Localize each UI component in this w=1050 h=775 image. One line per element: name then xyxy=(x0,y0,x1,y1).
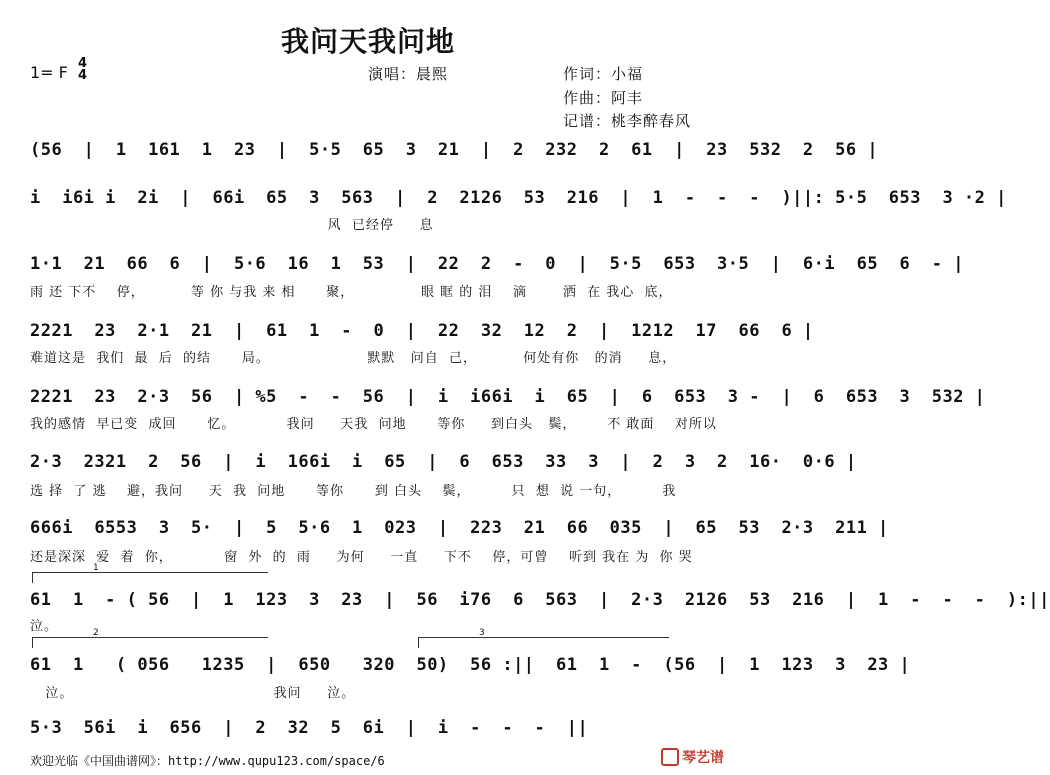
score-row-3: 1·1 21 66 6 | 5·6 16 1 53 | 22 2 - 0 | 5·5 653 3·5 | 6·i 65 6 - | xyxy=(30,254,964,274)
third-ending-bracket xyxy=(418,628,669,648)
lyric-row-9: 泣。 我问 泣。 xyxy=(30,686,356,701)
lyric-row-4: 难道这是 我们 最 后 的结 局。 默默 问自 己， 何处有你 的消 息， xyxy=(30,351,677,366)
composer-credit: 作曲：阿丰 xyxy=(563,89,644,107)
lyricist-credit: 作词：小福 xyxy=(563,65,644,83)
score-row-4: 2221 23 2·1 21 | 61 1 - 0 | 22 32 12 2 | 1212 17 66 6 | xyxy=(30,321,814,341)
lyric-row-8: 泣。 xyxy=(30,619,59,634)
score-row-6: 2·3 2321 2 56 | i 166i i 65 | 6 653 33 3 | 2 3 2 16· 0·6 | xyxy=(30,452,857,472)
lyric-row-6: 选 择 了 逃 避，我问 天 我 问地 等你 到 白头 鬓， 只 想 说 一句， 我 xyxy=(30,484,677,499)
second-ending-bracket xyxy=(32,628,268,648)
lyric-row-5: 我的感情 早已变 成回 忆。 我问 天我 问地 等你 到白头 鬓， 不 敢面 对所以 xyxy=(30,417,717,432)
transcriber-credit: 记谱：桃李醉春风 xyxy=(563,112,692,130)
lyric-row-7: 还是深深 爱 着 你， 窗 外 的 雨 为何 一直 下不 停，可曾 听到 我在 为 你 哭 xyxy=(30,550,693,565)
second-ending-number: 2 xyxy=(93,628,99,638)
footer-credit: 欢迎光临《中国曲谱网》：http://www.qupu123.com/space/6 xyxy=(30,754,385,768)
third-ending-number: 3 xyxy=(479,628,485,638)
meter-top: 4 xyxy=(78,56,88,71)
key-signature: 1= F xyxy=(30,63,68,82)
brand-name: 琴艺谱 xyxy=(682,750,724,766)
score-row-9: 61 1 ( 056 1235 | 650 320 50) 56 :|| 61 1 - (56 | 1 123 3 23 | xyxy=(30,655,911,675)
meter-bottom: 4 xyxy=(78,68,88,83)
brand-logo-icon xyxy=(661,748,679,766)
brand-logo xyxy=(661,747,724,767)
singer-credit: 演唱：晨熙 xyxy=(368,65,449,83)
score-row-1: (56 | 1 161 1 23 | 5·5 65 3 21 | 2 232 2 61 | 23 532 2 56 | xyxy=(30,140,879,160)
score-row-7: 666i 6553 3 5· | 5 5·6 1 023 | 223 21 66 035 | 65 53 2·3 211 | xyxy=(30,518,889,538)
first-ending-bracket xyxy=(32,563,268,583)
score-row-5: 2221 23 2·3 56 | %5 - - 56 | i i66i i 65 | 6 653 3 - | 6 653 3 532 | xyxy=(30,387,986,407)
time-signature xyxy=(78,58,87,82)
first-ending-number: 1 xyxy=(93,563,99,573)
lyric-row-3: 雨 还 下不 停， 等 你 与我 来 相 聚， 眼 眶 的 泪 滴 洒 在 我心 底， xyxy=(30,285,673,300)
lyric-row-2: 风 已经停 息 xyxy=(30,218,434,233)
song-title: 我问天我问地 xyxy=(280,25,455,58)
score-row-10: 5·3 56i i 656 | 2 32 5 6i | i - - - || xyxy=(30,718,589,738)
score-row-8: 61 1 - ( 56 | 1 123 3 23 | 56 i76 6 563 | 2·3 2126 53 216 | 1 - - - ):|| xyxy=(30,590,1050,610)
score-row-2: i i6i i 2i | 66i 65 3 563 | 2 2126 53 216 | 1 - - - )||: 5·5 653 3 ·2 | xyxy=(30,188,1007,208)
